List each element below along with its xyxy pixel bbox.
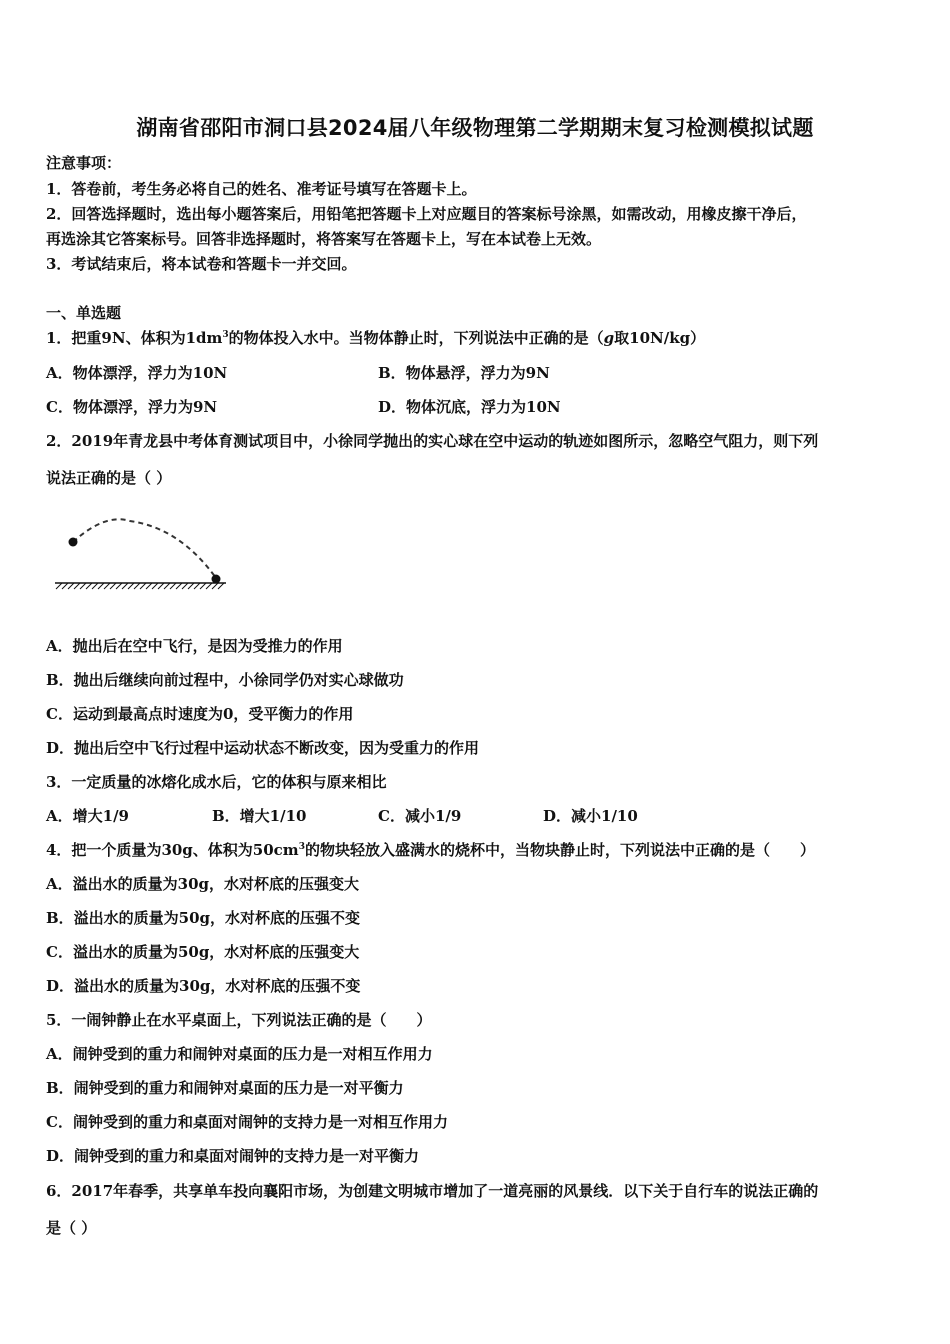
notice-item-1: 1．答卷前，考生务必将自己的姓名、准考证号填写在答题卡上。 bbox=[46, 180, 477, 198]
q2-option-b: B．抛出后继续向前过程中，小徐同学仍对实心球做功 bbox=[46, 671, 404, 689]
q6-stem-line-2: 是（ ） bbox=[46, 1219, 97, 1237]
q4-option-a: A．溢出水的质量为30g，水对杯底的压强变大 bbox=[46, 875, 360, 893]
q3-option-c: C．减小1/9 bbox=[378, 807, 462, 825]
notice-item-2-cont: 再选涂其它答案标号。回答非选择题时，将答案写在答题卡上，写在本试卷上无效。 bbox=[46, 230, 602, 248]
q5-option-a: A．闹钟受到的重力和闹钟对桌面的压力是一对相互作用力 bbox=[46, 1045, 433, 1063]
q5-option-d: D．闹钟受到的重力和桌面对闹钟的支持力是一对平衡力 bbox=[46, 1147, 420, 1165]
q4-stem bbox=[46, 839, 815, 860]
section-heading: 一、单选题 bbox=[46, 304, 122, 322]
q1-stem-sup: 3 bbox=[222, 330, 229, 340]
q4-stem-a: 4．把一个质量为30g、体积为50cm bbox=[46, 841, 299, 859]
q5-option-b: B．闹钟受到的重力和闹钟对桌面的压力是一对平衡力 bbox=[46, 1079, 404, 1097]
q1-option-c: C．物体漂浮，浮力为9N bbox=[46, 398, 218, 416]
q5-stem: 5．一闹钟静止在水平桌面上，下列说法正确的是（ ） bbox=[46, 1011, 432, 1029]
q3-option-a: A．增大1/9 bbox=[46, 807, 129, 825]
end-ball bbox=[212, 575, 221, 584]
notice-heading: 注意事项： bbox=[46, 154, 122, 172]
notice-item-3: 3．考试结束后，将本试卷和答题卡一并交回。 bbox=[46, 255, 357, 273]
q1-stem-g: g bbox=[603, 329, 615, 347]
q6-stem-line-1: 6．2017年春季，共享单车投向襄阳市场，为创建文明城市增加了一道亮丽的风景线．以下关于自行车的说法正确的 bbox=[46, 1182, 819, 1200]
q1-stem-b: 的物体投入水中。当物体静止时，下列说法中正确的是（ bbox=[228, 329, 604, 347]
start-ball bbox=[69, 538, 78, 547]
q2-stem-line-1: 2．2019年青龙县中考体育测试项目中，小徐同学抛出的实心球在空中运动的轨迹如图所示，忽略空气阻力，则下列 bbox=[46, 432, 819, 450]
q2-option-d: D．抛出后空中飞行过程中运动状态不断改变，因为受重力的作用 bbox=[46, 739, 480, 757]
q2-option-a: A．抛出后在空中飞行，是因为受推力的作用 bbox=[46, 637, 343, 655]
trajectory-figure bbox=[50, 508, 240, 598]
q2-option-c: C．运动到最高点时速度为0，受平衡力的作用 bbox=[46, 705, 354, 723]
q3-stem: 3．一定质量的冰熔化成水后，它的体积与原来相比 bbox=[46, 773, 387, 791]
q4-option-c: C．溢出水的质量为50g，水对杯底的压强变大 bbox=[46, 943, 360, 961]
q4-option-d: D．溢出水的质量为30g，水对杯底的压强不变 bbox=[46, 977, 361, 995]
q1-option-a: A．物体漂浮，浮力为10N bbox=[46, 364, 228, 382]
q4-stem-b: 的物块轻放入盛满水的烧杯中，当物块静止时，下列说法中正确的是（ ） bbox=[304, 841, 815, 859]
q3-option-d: D．减小1/10 bbox=[543, 807, 638, 825]
q1-stem bbox=[46, 327, 705, 348]
q2-stem-line-2: 说法正确的是（ ） bbox=[46, 469, 172, 487]
q1-stem-c: 取10N/kg） bbox=[614, 329, 706, 347]
q4-stem-sup: 3 bbox=[298, 842, 305, 852]
trajectory-path bbox=[73, 519, 216, 578]
notice-item-2: 2．回答选择题时，选出每小题答案后，用铅笔把答题卡上对应题目的答案标号涂黑，如需改动，用橡皮擦干净后， bbox=[46, 205, 807, 223]
q1-option-d: D．物体沉底，浮力为10N bbox=[378, 398, 561, 416]
q3-option-b: B．增大1/10 bbox=[212, 807, 307, 825]
ground-hatching bbox=[56, 583, 224, 589]
q1-option-b: B．物体悬浮，浮力为9N bbox=[378, 364, 550, 382]
q5-option-c: C．闹钟受到的重力和桌面对闹钟的支持力是一对相互作用力 bbox=[46, 1113, 448, 1131]
exam-title: 湖南省邵阳市洞口县2024届八年级物理第二学期期末复习检测模拟试题 bbox=[136, 116, 814, 140]
q4-option-b: B．溢出水的质量为50g，水对杯底的压强不变 bbox=[46, 909, 361, 927]
q1-stem-a: 1．把重9N、体积为1dm bbox=[46, 329, 223, 347]
